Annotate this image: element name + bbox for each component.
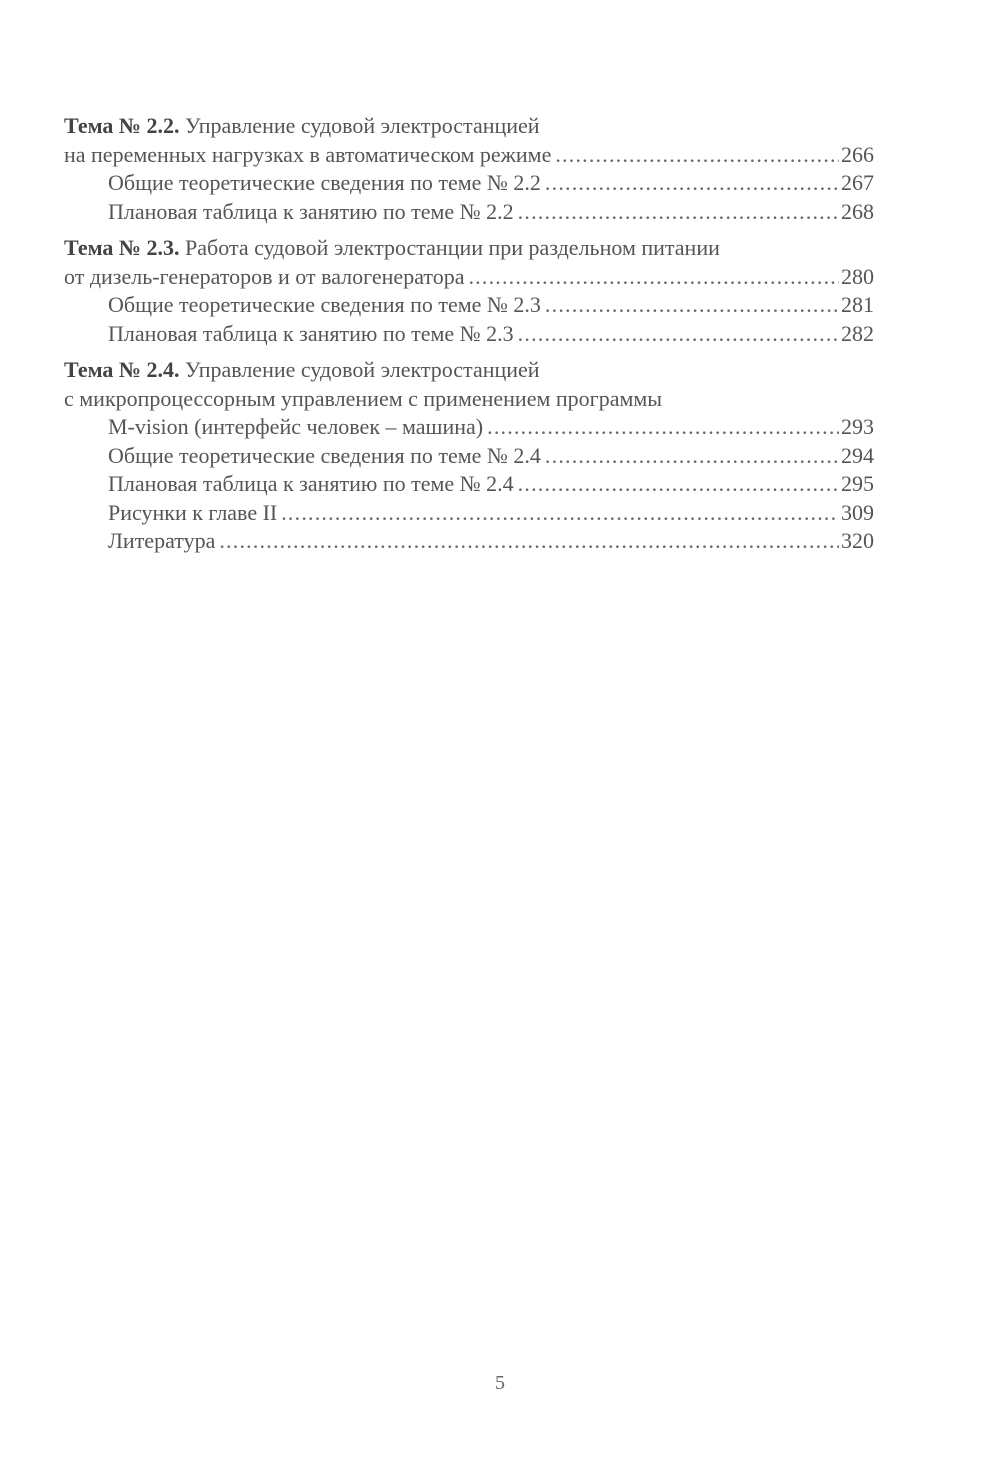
topic-number: Тема № 2.2. <box>64 113 180 138</box>
entry-title: Плановая таблица к занятию по теме № 2.4 <box>108 471 514 496</box>
toc-topic-heading[interactable] <box>64 112 874 141</box>
entry-title: Плановая таблица к занятию по теме № 2.3 <box>108 320 514 346</box>
dot-leader <box>518 198 839 227</box>
page-number: 5 <box>495 1372 505 1394</box>
page-ref: 266 <box>841 141 874 167</box>
page-ref: 320 <box>841 528 874 553</box>
toc-section-2-4 <box>64 356 874 556</box>
page-ref: 309 <box>841 499 874 525</box>
toc-entry[interactable] <box>64 198 874 227</box>
topic-title-cont: с микропроцессорным управлением с применением программы <box>64 385 663 411</box>
page-ref: 294 <box>841 442 874 468</box>
topic-title: Управление судовой электростанцией <box>179 113 540 138</box>
toc-topic-heading-cont[interactable] <box>64 413 874 442</box>
page-ref: 281 <box>841 292 874 317</box>
toc-entry[interactable] <box>64 442 874 471</box>
dot-leader <box>219 527 839 556</box>
dot-leader <box>545 169 839 198</box>
toc-entry[interactable] <box>64 291 874 320</box>
entry-title: Общие теоретические сведения по теме № 2.3 <box>108 292 541 317</box>
toc-entry[interactable] <box>64 527 874 556</box>
dot-leader <box>487 413 839 442</box>
topic-title-cont: M-vision (интерфейс человек – машина) <box>108 414 484 439</box>
toc-topic-heading-cont[interactable] <box>64 385 874 414</box>
dot-leader <box>468 263 839 292</box>
dot-leader <box>555 141 839 170</box>
table-of-contents <box>64 112 874 564</box>
entry-title: Рисунки к главе II <box>108 499 278 525</box>
entry-title: Общие теоретические сведения по теме № 2.2 <box>108 170 541 195</box>
dot-leader <box>545 291 839 320</box>
toc-topic-heading[interactable] <box>64 234 874 263</box>
entry-title: Общие теоретические сведения по теме № 2.4 <box>108 442 541 468</box>
toc-section-2-2 <box>64 112 874 226</box>
topic-title-cont: на переменных нагрузках в автоматическом режиме <box>64 141 552 167</box>
page-ref: 280 <box>841 263 874 289</box>
dot-leader <box>518 320 839 349</box>
page-ref: 293 <box>841 414 874 439</box>
topic-title-cont: от дизель-генераторов и от валогенератора <box>64 263 465 289</box>
toc-entry[interactable] <box>64 320 874 349</box>
page-ref: 295 <box>841 471 874 496</box>
dot-leader <box>518 470 839 499</box>
toc-topic-heading-cont[interactable] <box>64 263 874 292</box>
dot-leader <box>281 499 839 528</box>
page-ref: 268 <box>841 198 874 224</box>
toc-entry[interactable] <box>64 499 874 528</box>
topic-title: Управление судовой электростанцией <box>179 357 540 382</box>
toc-topic-heading-cont[interactable] <box>64 141 874 170</box>
toc-entry[interactable] <box>64 169 874 198</box>
toc-topic-heading[interactable] <box>64 356 874 385</box>
entry-title: Плановая таблица к занятию по теме № 2.2 <box>108 198 514 224</box>
page-ref: 282 <box>841 320 874 346</box>
topic-number: Тема № 2.3. <box>64 235 180 260</box>
page-ref: 267 <box>841 170 874 195</box>
toc-section-2-3 <box>64 234 874 348</box>
toc-entry[interactable] <box>64 470 874 499</box>
entry-title: Литература <box>108 528 216 553</box>
topic-number: Тема № 2.4. <box>64 357 180 382</box>
topic-title: Работа судовой электростанции при раздельном питании <box>179 235 720 260</box>
dot-leader <box>545 442 839 471</box>
